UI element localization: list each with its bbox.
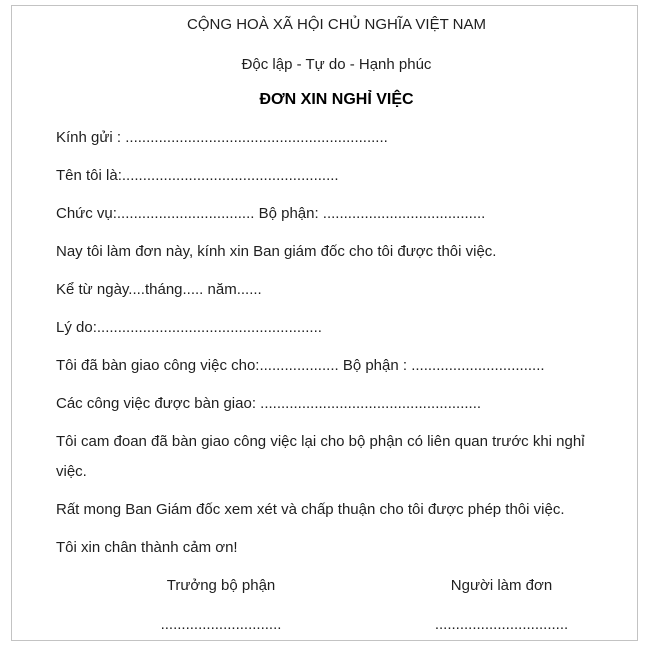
recipient-line: Kính gửi : ............................................................... xyxy=(56,129,388,146)
national-header: CỘNG HOÀ XÃ HỘI CHỦ NGHĨA VIỆT NAM xyxy=(187,16,486,33)
department-head-signature-title: Trưởng bộ phận xyxy=(166,577,276,594)
thanks-line: Tôi xin chân thành cảm ơn! xyxy=(56,539,238,556)
handover-tasks-line: Các công việc được bàn giao: ..................................................... xyxy=(56,395,482,412)
applicant-signature-blank: ................................ xyxy=(434,616,569,633)
national-motto: Độc lập - Tự do - Hạnh phúc xyxy=(241,56,432,73)
effective-date-line: Kể từ ngày....tháng..... năm...... xyxy=(56,281,262,298)
signature-titles-row xyxy=(56,571,617,601)
document-title: ĐƠN XIN NGHỈ VIỆC xyxy=(259,91,414,108)
approval-request-line: Rất mong Ban Giám đốc xem xét và chấp thuận cho tôi được phép thôi việc. xyxy=(56,501,565,518)
commitment-line: Tôi cam đoan đã bàn giao công việc lại cho bộ phận có liên quan trước khi nghỉ việc. xyxy=(56,433,585,480)
resignation-request-line: Nay tôi làm đơn này, kính xin Ban giám đốc cho tôi được thôi việc. xyxy=(56,243,497,260)
signature-dots-row xyxy=(56,610,617,640)
reason-line: Lý do:...................................................... xyxy=(56,319,322,336)
document-page xyxy=(11,5,638,641)
applicant-signature-title: Người làm đơn xyxy=(450,577,553,594)
position-department-line: Chức vụ:................................. Bộ phận: ....................................... xyxy=(56,205,486,222)
department-head-signature-blank: ............................. xyxy=(160,616,282,633)
name-line: Tên tôi là:.................................................... xyxy=(56,167,339,184)
handover-person-line: Tôi đã bàn giao công việc cho:................... Bộ phận : ................................ xyxy=(56,357,545,374)
